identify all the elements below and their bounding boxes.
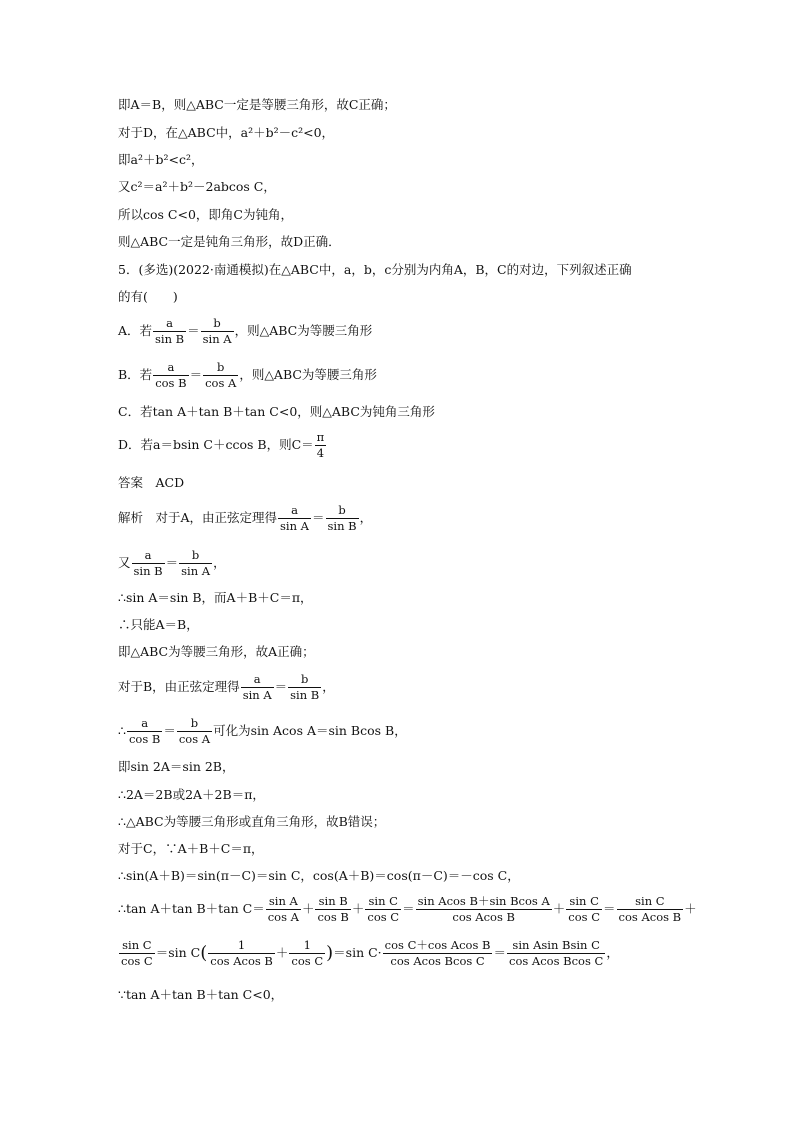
equals: ＝ — [274, 679, 288, 694]
fraction-a-over-cosB — [153, 362, 188, 389]
line-1: 即A＝B，则△ABC一定是等腰三角形，故C正确； — [118, 97, 396, 112]
denominator: sin B — [327, 518, 357, 533]
equals: ＝ — [165, 555, 179, 570]
analysis-a-2 — [118, 550, 226, 577]
numerator: sin Acos B＋sin Bcos A — [417, 894, 550, 908]
fraction-b-over-sinA — [179, 550, 212, 577]
analysis-b-5: ∴△ABC为等腰三角形或直角三角形，故B错误； — [118, 814, 386, 829]
denominator: cos C — [121, 953, 153, 968]
fraction-sinB-over-cosB — [315, 896, 350, 923]
fraction-a-over-sinA — [241, 674, 274, 701]
fraction-1-over-cosAcosB — [208, 940, 275, 967]
denominator: sin B — [133, 563, 163, 578]
denominator: cos B — [155, 375, 187, 390]
question-5-stem-end: 的有( ) — [118, 289, 178, 304]
equals: ＝ — [163, 723, 176, 738]
analysis-b-1 — [118, 674, 335, 701]
denominator: cos A — [178, 731, 211, 746]
numerator: a — [278, 505, 311, 519]
option-b-text: ，则△ABC为等腰三角形 — [239, 367, 377, 382]
numerator: b — [326, 505, 359, 519]
fraction-pi-over-4 — [315, 432, 327, 459]
numerator: a — [241, 674, 274, 688]
equals: ＝ — [402, 901, 415, 916]
plus: ＋ — [684, 901, 697, 916]
option-a-text: ，则△ABC为等腰三角形 — [234, 323, 373, 338]
numerator: sin B — [315, 896, 350, 910]
analysis-a-3: ∴sin A＝sin B，而A＋B＋C＝π， — [118, 590, 313, 605]
denominator: cos B — [317, 909, 349, 924]
equals: ＝ — [493, 945, 506, 960]
numerator: π — [316, 430, 325, 444]
denominator: cos Acos Bcos C — [509, 953, 604, 968]
numerator: b — [179, 550, 212, 564]
denominator: cos Acos B — [210, 953, 273, 968]
analysis-b-4: ∴2A＝2B或2A＋2B＝π， — [118, 787, 265, 802]
fraction-sinC-over-cosC — [365, 896, 401, 923]
numerator: sin C — [119, 940, 155, 954]
fraction-b-over-cosA — [203, 362, 238, 389]
fraction-a-over-cosB — [127, 718, 162, 745]
fraction-sinC-over-cosC — [566, 896, 602, 923]
option-c: C．若tan A＋tan B＋tan C<0，则△ABC为钝角三角形 — [118, 404, 435, 419]
line-5: 所以cos C<0，即角C为钝角， — [118, 207, 293, 222]
option-b — [118, 362, 377, 389]
denominator: sin A — [202, 331, 232, 346]
denominator: cos A — [205, 375, 237, 390]
answer-line: 答案 ACD — [118, 475, 185, 490]
fraction-mix — [383, 940, 493, 967]
fraction-a-over-sinB — [132, 550, 165, 577]
analysis-c-4-eq2: ＝sin C· — [333, 945, 382, 960]
left-paren: ( — [200, 942, 208, 964]
numerator: sin C — [365, 896, 401, 910]
numerator: cos C＋cos Acos B — [384, 938, 491, 952]
numerator: sin C — [617, 896, 684, 910]
denominator: sin B — [155, 331, 185, 346]
fraction-sinA-over-cosA — [266, 896, 301, 923]
analysis-a-4: ∴只能A＝B， — [118, 617, 199, 632]
question-5-stem: 5．(多选)(2022·南通模拟)在△ABC中，a，b，c分别为内角A，B，C的对边，下列叙述正确 — [118, 262, 632, 277]
comma: ， — [213, 555, 226, 570]
denominator: cos C — [291, 953, 324, 968]
fraction-final — [507, 940, 605, 967]
option-d-text: D．若a＝bsin C＋ccos B，则C＝ — [118, 437, 314, 452]
denominator: cos Acos B — [618, 909, 682, 924]
denominator: cos C — [568, 909, 601, 924]
denominator: cos Acos B — [452, 909, 515, 924]
analysis-c-5: ∵tan A＋tan B＋tan C<0， — [118, 987, 284, 1002]
numerator: 1 — [208, 940, 275, 954]
plus: ＋ — [275, 945, 289, 960]
therefore: ∴ — [118, 723, 126, 738]
analysis-c-2: ∴sin(A＋B)＝sin(π－C)＝sin C，cos(A＋B)＝cos(π－C)＝－cos C， — [118, 868, 520, 883]
line-2: 对于D，在△ABC中，a²＋b²－c²<0， — [118, 125, 335, 140]
option-b-label: B．若 — [118, 367, 153, 382]
analysis-b-2-text: 可化为sin Acos A＝sin Bcos B， — [213, 723, 407, 738]
denominator: sin A — [242, 687, 272, 702]
denominator: sin A — [280, 518, 309, 533]
comma: ， — [322, 679, 335, 694]
denominator: cos C — [367, 909, 400, 924]
fraction-1-over-cosC — [289, 940, 325, 967]
numerator: b — [177, 718, 212, 732]
numerator: a — [153, 318, 186, 332]
denominator: 4 — [316, 445, 325, 460]
analysis-c-3 — [118, 896, 697, 923]
denominator: cos B — [128, 731, 161, 746]
numerator: a — [127, 718, 162, 732]
equals: ＝ — [603, 901, 616, 916]
analysis-a-2-text: 又 — [118, 555, 131, 570]
numerator: a — [153, 362, 188, 376]
fraction-b-over-sinB — [288, 674, 321, 701]
analysis-b-1-text: 对于B，由正弦定理得 — [118, 679, 240, 694]
fraction-a-over-sinA — [278, 505, 311, 532]
numerator: b — [201, 318, 234, 332]
analysis-a-1-text: 解析 对于A，由正弦定理得 — [118, 510, 278, 525]
denominator: sin B — [290, 687, 320, 702]
line-6: 则△ABC一定是钝角三角形，故D正确． — [118, 234, 341, 249]
analysis-b-3: 即sin 2A＝sin 2B， — [118, 759, 235, 774]
denominator: cos A — [267, 909, 299, 924]
analysis-c-3-text: ∴tan A＋tan B＋tan C＝ — [118, 901, 265, 916]
numerator: sin Asin Bsin C — [507, 940, 605, 954]
line-3: 即a²＋b²<c²， — [118, 152, 204, 167]
equals: ＝ — [187, 323, 200, 338]
fraction-sinC-over-cosAcosB — [617, 896, 684, 923]
numerator: 1 — [289, 940, 325, 954]
denominator: cos Acos Bcos C — [390, 953, 485, 968]
plus: ＋ — [351, 901, 365, 916]
numerator: sin C — [566, 896, 602, 910]
equals: ＝ — [311, 510, 325, 525]
numerator: b — [203, 362, 238, 376]
plus: ＋ — [552, 901, 566, 916]
analysis-a-5: 即△ABC为等腰三角形，故A正确； — [118, 644, 315, 659]
analysis-c-1: 对于C，∵A＋B＋C＝π， — [118, 841, 264, 856]
option-d — [118, 432, 327, 459]
comma: ， — [606, 945, 619, 960]
fraction-sinC-over-cosC — [119, 940, 155, 967]
denominator: sin A — [181, 563, 211, 578]
option-a — [118, 318, 372, 345]
numerator: b — [288, 674, 321, 688]
numerator: sin A — [266, 896, 301, 910]
equals: ＝ — [189, 367, 203, 382]
line-4: 又c²＝a²＋b²－2abcos C， — [118, 179, 276, 194]
fraction-sum-ab — [416, 896, 552, 923]
comma: ， — [359, 510, 373, 525]
plus: ＋ — [301, 901, 315, 916]
fraction-b-over-sinA — [201, 318, 234, 345]
fraction-a-over-sinB — [153, 318, 186, 345]
analysis-a-1 — [118, 505, 372, 532]
analysis-c-4 — [118, 940, 619, 967]
right-paren: ) — [326, 942, 334, 964]
fraction-b-over-cosA — [177, 718, 212, 745]
analysis-b-2 — [118, 718, 407, 745]
numerator: a — [132, 550, 165, 564]
fraction-b-over-sinB — [326, 505, 359, 532]
analysis-c-4-eq: ＝sin C — [155, 945, 201, 960]
option-a-label: A．若 — [118, 323, 153, 338]
